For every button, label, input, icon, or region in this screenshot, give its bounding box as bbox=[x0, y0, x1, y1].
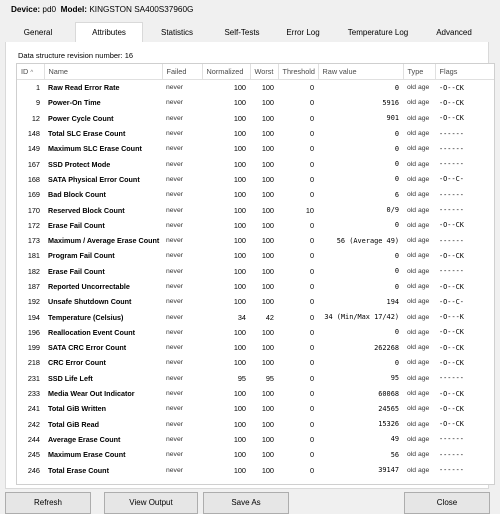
cell-raw: 60068 bbox=[378, 389, 399, 398]
cell-raw: 0 bbox=[394, 251, 399, 260]
cell-id: 170 bbox=[27, 205, 40, 215]
cell-raw: 262268 bbox=[374, 343, 399, 352]
column-header-type[interactable]: Type bbox=[403, 64, 435, 80]
column-header-worst[interactable]: Worst bbox=[250, 64, 278, 80]
cell-flags: ------ bbox=[439, 190, 464, 199]
table-row[interactable] bbox=[17, 218, 495, 233]
cell-flags: -O--CK bbox=[439, 328, 464, 337]
cell-type: old age bbox=[407, 374, 430, 382]
device-label: Device: bbox=[11, 5, 41, 14]
table-row[interactable] bbox=[17, 95, 495, 110]
cell-failed: never bbox=[166, 191, 184, 199]
attributes-panel bbox=[5, 42, 489, 489]
cell-raw: 0 bbox=[394, 358, 399, 367]
table-row[interactable] bbox=[17, 355, 495, 370]
cell-norm: 100 bbox=[233, 465, 246, 475]
cell-type: old age bbox=[407, 451, 430, 459]
cell-raw: 0 bbox=[394, 328, 399, 337]
cell-failed: never bbox=[166, 466, 184, 474]
cell-id: 1 bbox=[35, 83, 40, 93]
tab-advanced[interactable]: Advanced bbox=[436, 28, 472, 37]
cell-failed: never bbox=[166, 451, 184, 459]
cell-norm: 34 bbox=[237, 312, 246, 322]
cell-name: Bad Block Count bbox=[48, 190, 106, 200]
cell-raw: 0 bbox=[394, 282, 399, 291]
cell-type: old age bbox=[407, 252, 430, 260]
model-value: KINGSTON SA400S37960G bbox=[89, 5, 194, 14]
cell-raw: 0 bbox=[394, 175, 399, 184]
cell-type: old age bbox=[407, 298, 430, 306]
cell-thr: 0 bbox=[309, 450, 314, 460]
cell-type: old age bbox=[407, 359, 430, 367]
cell-flags: ------ bbox=[439, 144, 464, 153]
attributes-table[interactable] bbox=[16, 63, 495, 485]
cell-failed: never bbox=[166, 237, 184, 245]
table-row[interactable] bbox=[17, 432, 495, 447]
cell-id: 233 bbox=[27, 389, 40, 399]
close-button[interactable]: Close bbox=[404, 492, 490, 514]
cell-raw: 5916 bbox=[382, 98, 399, 107]
table-row[interactable] bbox=[17, 141, 495, 156]
cell-id: 242 bbox=[27, 419, 40, 429]
cell-worst: 100 bbox=[261, 159, 274, 169]
cell-norm: 100 bbox=[233, 236, 246, 246]
cell-type: old age bbox=[407, 390, 430, 398]
cell-raw: 34 (Min/Max 17/42) bbox=[324, 313, 399, 322]
cell-thr: 0 bbox=[309, 419, 314, 429]
cell-flags: -O--CK bbox=[439, 358, 464, 367]
cell-thr: 0 bbox=[309, 144, 314, 154]
table-row[interactable] bbox=[17, 126, 495, 141]
table-row[interactable] bbox=[17, 417, 495, 432]
cell-norm: 100 bbox=[233, 251, 246, 261]
cell-id: 194 bbox=[27, 312, 40, 322]
cell-worst: 100 bbox=[261, 98, 274, 108]
cell-failed: never bbox=[166, 175, 184, 183]
cell-failed: never bbox=[166, 405, 184, 413]
table-row[interactable] bbox=[17, 248, 495, 263]
cell-worst: 100 bbox=[261, 190, 274, 200]
table-row[interactable] bbox=[17, 386, 495, 401]
cell-norm: 95 bbox=[237, 373, 246, 383]
cell-norm: 100 bbox=[233, 144, 246, 154]
cell-thr: 0 bbox=[309, 327, 314, 337]
cell-thr: 0 bbox=[309, 251, 314, 261]
cell-name: Maximum / Average Erase Count bbox=[48, 236, 160, 246]
table-row[interactable] bbox=[17, 371, 495, 386]
tab-self-tests[interactable]: Self-Tests bbox=[224, 28, 260, 37]
view-output-button[interactable]: View Output bbox=[104, 492, 198, 514]
cell-failed: never bbox=[166, 374, 184, 382]
cell-thr: 0 bbox=[309, 159, 314, 169]
cell-flags: -O--C- bbox=[439, 175, 464, 184]
cell-thr: 0 bbox=[309, 297, 314, 307]
cell-failed: never bbox=[166, 221, 184, 229]
cell-id: 173 bbox=[27, 236, 40, 246]
cell-id: 231 bbox=[27, 373, 40, 383]
cell-type: old age bbox=[407, 435, 430, 443]
column-header-flags[interactable]: Flags bbox=[435, 64, 495, 80]
column-header-id-label: ID bbox=[21, 67, 29, 76]
cell-raw: 0 bbox=[394, 83, 399, 92]
cell-thr: 0 bbox=[309, 98, 314, 108]
cell-worst: 100 bbox=[261, 358, 274, 368]
cell-name: Total SLC Erase Count bbox=[48, 129, 126, 139]
cell-failed: never bbox=[166, 420, 184, 428]
cell-worst: 100 bbox=[261, 450, 274, 460]
cell-norm: 100 bbox=[233, 358, 246, 368]
cell-raw: 39147 bbox=[378, 466, 399, 475]
cell-thr: 0 bbox=[309, 113, 314, 123]
cell-flags: -O--CK bbox=[439, 282, 464, 291]
cell-raw: 56 bbox=[390, 450, 399, 459]
cell-name: SSD Protect Mode bbox=[48, 159, 111, 169]
cell-thr: 0 bbox=[309, 174, 314, 184]
cell-type: old age bbox=[407, 206, 430, 214]
tab-general[interactable]: General bbox=[23, 28, 53, 37]
cell-name: Total Erase Count bbox=[48, 465, 109, 475]
cell-norm: 100 bbox=[233, 389, 246, 399]
cell-raw: 194 bbox=[386, 297, 399, 306]
column-header-raw-value[interactable]: Raw value bbox=[318, 64, 403, 80]
cell-norm: 100 bbox=[233, 190, 246, 200]
cell-flags: ------ bbox=[439, 267, 464, 276]
cell-raw: 0 bbox=[394, 129, 399, 138]
cell-type: old age bbox=[407, 466, 430, 474]
cell-norm: 100 bbox=[233, 129, 246, 139]
cell-type: old age bbox=[407, 313, 430, 321]
cell-failed: never bbox=[166, 267, 184, 275]
table-row[interactable] bbox=[17, 80, 495, 96]
cell-failed: never bbox=[166, 99, 184, 107]
cell-thr: 0 bbox=[309, 282, 314, 291]
cell-id: 245 bbox=[27, 450, 40, 460]
cell-id: 148 bbox=[27, 129, 40, 139]
cell-flags: ------ bbox=[439, 466, 464, 475]
cell-worst: 100 bbox=[261, 465, 274, 475]
sort-ascending-icon: ^ bbox=[30, 70, 34, 76]
cell-raw: 95 bbox=[390, 374, 399, 383]
cell-worst: 100 bbox=[261, 266, 274, 276]
cell-worst: 100 bbox=[261, 419, 274, 429]
cell-norm: 100 bbox=[233, 174, 246, 184]
cell-flags: -O--CK bbox=[439, 83, 464, 92]
cell-flags: -O--CK bbox=[439, 98, 464, 107]
cell-type: old age bbox=[407, 191, 430, 199]
table-row[interactable] bbox=[17, 202, 495, 217]
cell-thr: 0 bbox=[309, 404, 314, 414]
cell-failed: never bbox=[166, 145, 184, 153]
refresh-button[interactable]: Refresh bbox=[5, 492, 91, 514]
cell-worst: 100 bbox=[261, 129, 274, 139]
cell-flags: ------ bbox=[439, 236, 464, 245]
table-row[interactable] bbox=[17, 156, 495, 171]
cell-thr: 0 bbox=[309, 220, 314, 230]
cell-thr: 0 bbox=[309, 434, 314, 444]
cell-thr: 0 bbox=[309, 236, 314, 246]
cell-flags: -O---K bbox=[439, 313, 464, 322]
cell-thr: 0 bbox=[309, 373, 314, 383]
cell-type: old age bbox=[407, 175, 430, 183]
column-header-failed[interactable]: Failed bbox=[162, 64, 202, 80]
column-header-name[interactable]: Name bbox=[44, 64, 162, 80]
cell-type: old age bbox=[407, 344, 430, 352]
cell-type: old age bbox=[407, 221, 430, 229]
cell-type: old age bbox=[407, 267, 430, 275]
cell-worst: 100 bbox=[261, 83, 274, 93]
cell-flags: ------ bbox=[439, 206, 464, 215]
cell-type: old age bbox=[407, 84, 430, 92]
table-row[interactable] bbox=[17, 325, 495, 340]
cell-flags: ------ bbox=[439, 450, 464, 459]
cell-id: 168 bbox=[27, 174, 40, 184]
cell-norm: 100 bbox=[233, 98, 246, 108]
cell-name: Reserved Block Count bbox=[48, 205, 125, 215]
cell-id: 169 bbox=[27, 190, 40, 200]
cell-norm: 100 bbox=[233, 220, 246, 230]
cell-failed: never bbox=[166, 252, 184, 260]
cell-type: old age bbox=[407, 99, 430, 107]
cell-norm: 100 bbox=[233, 266, 246, 276]
cell-name: CRC Error Count bbox=[48, 358, 106, 368]
cell-worst: 100 bbox=[261, 434, 274, 444]
device-value: pd0 bbox=[42, 5, 57, 14]
cell-worst: 100 bbox=[261, 327, 274, 337]
device-info-bar bbox=[11, 5, 193, 17]
cell-failed: never bbox=[166, 160, 184, 168]
table-row[interactable] bbox=[17, 172, 495, 187]
cell-thr: 0 bbox=[309, 266, 314, 276]
cell-name: SSD Life Left bbox=[48, 373, 93, 383]
cell-thr: 0 bbox=[309, 190, 314, 200]
cell-norm: 100 bbox=[233, 343, 246, 353]
cell-flags: -O--CK bbox=[439, 114, 464, 123]
cell-name: Erase Fail Count bbox=[48, 220, 105, 230]
cell-failed: never bbox=[166, 313, 184, 321]
cell-name: Media Wear Out Indicator bbox=[48, 389, 135, 399]
tab-attributes[interactable]: Attributes bbox=[75, 22, 143, 42]
cell-name: Erase Fail Count bbox=[48, 266, 105, 276]
cell-raw: 0/9 bbox=[386, 206, 399, 215]
cell-norm: 100 bbox=[233, 159, 246, 169]
table-row[interactable] bbox=[17, 187, 495, 202]
table-row[interactable] bbox=[17, 309, 495, 324]
cell-flags: -O--CK bbox=[439, 251, 464, 260]
cell-flags: ------ bbox=[439, 129, 464, 138]
cell-thr: 0 bbox=[309, 343, 314, 353]
cell-name: Power Cycle Count bbox=[48, 113, 114, 123]
cell-thr: 0 bbox=[309, 312, 314, 322]
cell-failed: never bbox=[166, 84, 184, 92]
cell-id: 241 bbox=[27, 404, 40, 414]
cell-name: Reallocation Event Count bbox=[48, 327, 136, 337]
cell-failed: never bbox=[166, 283, 184, 290]
table-row[interactable] bbox=[17, 340, 495, 355]
cell-name: Temperature (Celsius) bbox=[48, 312, 124, 322]
cell-flags: ------ bbox=[439, 435, 464, 444]
cell-thr: 10 bbox=[305, 205, 314, 215]
cell-id: 196 bbox=[27, 327, 40, 337]
cell-name: Raw Read Error Rate bbox=[48, 83, 120, 93]
revision-text: Data structure revision number: 16 bbox=[18, 51, 134, 60]
cell-norm: 100 bbox=[233, 282, 246, 291]
cell-raw: 0 bbox=[394, 221, 399, 230]
cell-norm: 100 bbox=[233, 205, 246, 215]
column-header-threshold[interactable]: Threshold bbox=[278, 64, 318, 80]
cell-type: old age bbox=[407, 160, 430, 168]
cell-type: old age bbox=[407, 405, 430, 413]
cell-id: 187 bbox=[27, 282, 40, 291]
cell-raw: 901 bbox=[386, 114, 399, 123]
cell-failed: never bbox=[166, 298, 184, 306]
cell-norm: 100 bbox=[233, 450, 246, 460]
table-row[interactable] bbox=[17, 279, 495, 294]
cell-id: 244 bbox=[27, 434, 40, 444]
cell-failed: never bbox=[166, 390, 184, 398]
cell-id: 9 bbox=[35, 98, 40, 108]
column-header-id[interactable] bbox=[17, 64, 44, 80]
cell-id: 181 bbox=[27, 251, 40, 261]
cell-type: old age bbox=[407, 145, 430, 153]
cell-norm: 100 bbox=[233, 327, 246, 337]
cell-flags: -O--CK bbox=[439, 389, 464, 398]
cell-id: 149 bbox=[27, 144, 40, 154]
cell-flags: -O--CK bbox=[439, 404, 464, 413]
cell-raw: 24565 bbox=[378, 404, 399, 413]
cell-worst: 100 bbox=[261, 404, 274, 414]
cell-worst: 100 bbox=[261, 205, 274, 215]
cell-raw: 49 bbox=[390, 435, 399, 444]
cell-worst: 100 bbox=[261, 343, 274, 353]
cell-worst: 95 bbox=[265, 373, 274, 383]
cell-worst: 100 bbox=[261, 297, 274, 307]
cell-worst: 100 bbox=[261, 236, 274, 246]
cell-worst: 100 bbox=[261, 144, 274, 154]
cell-flags: -O--CK bbox=[439, 343, 464, 352]
table-row[interactable] bbox=[17, 462, 495, 477]
cell-name: Maximum SLC Erase Count bbox=[48, 144, 142, 154]
cell-id: 167 bbox=[27, 159, 40, 169]
column-header-normalized[interactable]: Normalized bbox=[202, 64, 250, 80]
cell-id: 218 bbox=[27, 358, 40, 368]
cell-name: Total GiB Read bbox=[48, 419, 99, 429]
table-row[interactable] bbox=[17, 111, 495, 126]
cell-flags: ------ bbox=[439, 374, 464, 383]
cell-failed: never bbox=[166, 435, 184, 443]
cell-id: 172 bbox=[27, 220, 40, 230]
cell-failed: never bbox=[166, 344, 184, 352]
cell-name: Total GiB Written bbox=[48, 404, 107, 414]
cell-flags: -O--CK bbox=[439, 221, 464, 230]
cell-flags: -O--CK bbox=[439, 420, 464, 429]
cell-raw: 0 bbox=[394, 267, 399, 276]
table-row[interactable] bbox=[17, 401, 495, 416]
cell-worst: 100 bbox=[261, 113, 274, 123]
table-row[interactable] bbox=[17, 294, 495, 309]
table-row[interactable] bbox=[17, 233, 495, 248]
cell-raw: 56 (Average 49) bbox=[336, 236, 399, 245]
tab-bar bbox=[5, 22, 488, 43]
tab-error-log[interactable]: Error Log bbox=[286, 28, 320, 37]
cell-norm: 100 bbox=[233, 419, 246, 429]
cell-failed: never bbox=[166, 130, 184, 138]
cell-name: Reported Uncorrectable bbox=[48, 282, 130, 291]
cell-worst: 42 bbox=[265, 312, 274, 322]
tab-statistics[interactable]: Statistics bbox=[160, 28, 193, 37]
cell-type: old age bbox=[407, 114, 430, 122]
cell-name: Program Fail Count bbox=[48, 251, 115, 261]
cell-name: Unsafe Shutdown Count bbox=[48, 297, 132, 307]
cell-type: old age bbox=[407, 130, 430, 138]
cell-type: old age bbox=[407, 328, 430, 336]
cell-norm: 100 bbox=[233, 83, 246, 93]
cell-norm: 100 bbox=[233, 434, 246, 444]
cell-worst: 100 bbox=[261, 282, 274, 291]
cell-id: 246 bbox=[27, 465, 40, 475]
cell-worst: 100 bbox=[261, 389, 274, 399]
cell-id: 12 bbox=[31, 113, 40, 123]
table-row[interactable] bbox=[17, 264, 495, 279]
save-as-button[interactable]: Save As bbox=[203, 492, 289, 514]
cell-thr: 0 bbox=[309, 83, 314, 93]
cell-worst: 100 bbox=[261, 251, 274, 261]
cell-norm: 100 bbox=[233, 297, 246, 307]
cell-worst: 100 bbox=[261, 220, 274, 230]
cell-flags: -O--C- bbox=[439, 297, 464, 306]
cell-failed: never bbox=[166, 359, 184, 367]
table-header-row bbox=[17, 64, 495, 80]
cell-failed: never bbox=[166, 114, 184, 122]
cell-raw: 6 bbox=[394, 190, 399, 199]
table-row[interactable] bbox=[17, 447, 495, 462]
cell-thr: 0 bbox=[309, 465, 314, 475]
cell-raw: 15326 bbox=[378, 420, 399, 429]
cell-raw: 0 bbox=[394, 160, 399, 169]
model-label: Model: bbox=[60, 5, 88, 14]
cell-name: SATA CRC Error Count bbox=[48, 343, 127, 353]
cell-type: old age bbox=[407, 420, 430, 428]
cell-failed: never bbox=[166, 206, 184, 214]
cell-name: Power-On Time bbox=[48, 98, 101, 108]
cell-raw: 0 bbox=[394, 144, 399, 153]
tab-temperature-log[interactable]: Temperature Log bbox=[347, 28, 409, 37]
cell-norm: 100 bbox=[233, 113, 246, 123]
cell-type: old age bbox=[407, 283, 430, 290]
cell-id: 192 bbox=[27, 297, 40, 307]
cell-name: Average Erase Count bbox=[48, 434, 121, 444]
cell-norm: 100 bbox=[233, 404, 246, 414]
cell-name: SATA Physical Error Count bbox=[48, 174, 140, 184]
cell-id: 199 bbox=[27, 343, 40, 353]
cell-thr: 0 bbox=[309, 129, 314, 139]
cell-id: 182 bbox=[27, 266, 40, 276]
cell-thr: 0 bbox=[309, 389, 314, 399]
cell-flags: ------ bbox=[439, 160, 464, 169]
cell-type: old age bbox=[407, 237, 430, 245]
cell-thr: 0 bbox=[309, 358, 314, 368]
cell-failed: never bbox=[166, 328, 184, 336]
cell-name: Maximum Erase Count bbox=[48, 450, 126, 460]
cell-worst: 100 bbox=[261, 174, 274, 184]
